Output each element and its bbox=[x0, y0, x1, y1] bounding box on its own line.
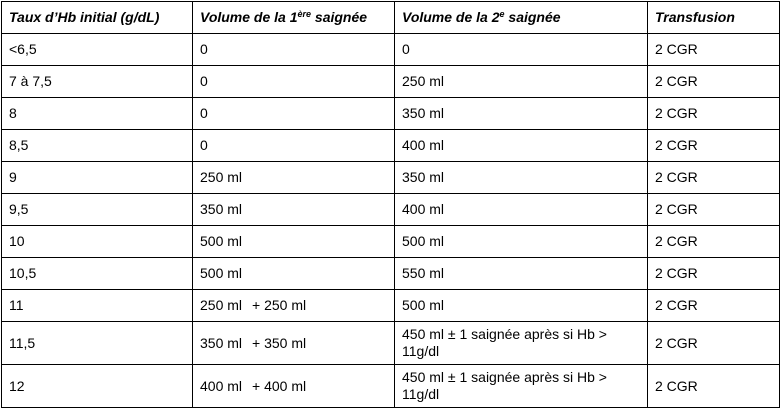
cell-hb bbox=[2, 258, 193, 290]
cell-hb bbox=[2, 98, 193, 130]
cell-transfusion bbox=[648, 98, 780, 130]
hb-value: 11 bbox=[9, 297, 24, 313]
transfusion-value: 2 CGR bbox=[655, 105, 698, 121]
cell-hb bbox=[2, 34, 193, 66]
header-hb-initial: Taux d’Hb initial (g/dL) bbox=[2, 2, 193, 34]
transfusion-value: 2 CGR bbox=[655, 297, 698, 313]
header-transfusion: Transfusion bbox=[648, 2, 780, 34]
hb-value: 11,5 bbox=[9, 334, 36, 351]
header-row bbox=[2, 2, 780, 34]
header-second-bleed-suffix: saignée bbox=[504, 9, 561, 25]
header-second-bleed bbox=[395, 2, 648, 34]
transfusion-value: 2 CGR bbox=[655, 334, 698, 351]
table-row bbox=[2, 322, 780, 365]
header-first-bleed-suffix: saignée bbox=[311, 9, 368, 25]
transfusion-value: 2 CGR bbox=[655, 377, 698, 394]
cell-second-bleed bbox=[395, 162, 648, 194]
second-bleed-value: 500 ml bbox=[402, 233, 445, 249]
first-bleed-extra: + 250 ml bbox=[252, 297, 307, 313]
cell-second-bleed bbox=[395, 98, 648, 130]
cell-first-bleed bbox=[193, 365, 395, 408]
table-row bbox=[2, 130, 780, 162]
cell-hb bbox=[2, 130, 193, 162]
hb-value: 9,5 bbox=[9, 201, 29, 217]
first-bleed-value: 250 ml bbox=[200, 297, 243, 313]
table-row bbox=[2, 194, 780, 226]
first-bleed-value: 350 ml bbox=[200, 201, 243, 217]
hb-value: 8 bbox=[9, 105, 17, 121]
first-bleed-extra: + 400 ml bbox=[252, 377, 307, 394]
hb-value: 7 à 7,5 bbox=[9, 73, 52, 89]
transfusion-value: 2 CGR bbox=[655, 137, 698, 153]
first-bleed-value: 0 bbox=[200, 41, 208, 57]
cell-transfusion bbox=[648, 34, 780, 66]
transfusion-value: 2 CGR bbox=[655, 169, 698, 185]
saignee-table bbox=[1, 1, 780, 408]
cell-second-bleed bbox=[395, 322, 648, 365]
first-bleed-value: 0 bbox=[200, 137, 208, 153]
first-bleed-value: 500 ml bbox=[200, 233, 243, 249]
table-row bbox=[2, 162, 780, 194]
second-bleed-continuation: 11g/dl bbox=[402, 386, 440, 402]
cell-transfusion bbox=[648, 365, 780, 408]
second-bleed-value: 550 ml bbox=[402, 265, 445, 281]
transfusion-value: 2 CGR bbox=[655, 73, 698, 89]
header-first-bleed bbox=[193, 2, 395, 34]
cell-first-bleed bbox=[193, 194, 395, 226]
second-bleed-value: 350 ml bbox=[402, 105, 445, 121]
cell-transfusion bbox=[648, 130, 780, 162]
cell-transfusion bbox=[648, 194, 780, 226]
cell-hb bbox=[2, 322, 193, 365]
cell-first-bleed bbox=[193, 290, 395, 322]
cell-transfusion bbox=[648, 66, 780, 98]
cell-first-bleed bbox=[193, 162, 395, 194]
hb-value: 12 bbox=[9, 377, 25, 394]
table-row bbox=[2, 290, 780, 322]
first-bleed-value: 500 ml bbox=[200, 265, 243, 281]
cell-second-bleed bbox=[395, 258, 648, 290]
table-body bbox=[2, 34, 780, 408]
cell-hb bbox=[2, 290, 193, 322]
cell-transfusion bbox=[648, 226, 780, 258]
hb-value: 9 bbox=[9, 169, 17, 185]
first-bleed-value: 350 ml bbox=[200, 334, 243, 351]
table-row bbox=[2, 66, 780, 98]
first-bleed-value: 250 ml bbox=[200, 169, 243, 185]
table-row bbox=[2, 258, 780, 290]
second-bleed-value: 450 ml ± 1 saignée après si Hb > bbox=[402, 369, 607, 385]
first-bleed-value: 400 ml bbox=[200, 377, 243, 394]
cell-first-bleed bbox=[193, 66, 395, 98]
cell-second-bleed bbox=[395, 66, 648, 98]
cell-hb bbox=[2, 162, 193, 194]
transfusion-value: 2 CGR bbox=[655, 233, 698, 249]
header-first-bleed-text: Volume de la 1 bbox=[200, 9, 298, 25]
transfusion-value: 2 CGR bbox=[655, 265, 698, 281]
second-bleed-value: 0 bbox=[402, 41, 410, 57]
cell-hb bbox=[2, 226, 193, 258]
cell-second-bleed bbox=[395, 290, 648, 322]
second-bleed-value: 500 ml bbox=[402, 297, 445, 313]
cell-transfusion bbox=[648, 322, 780, 365]
table-row bbox=[2, 365, 780, 408]
header-second-bleed-sup: e bbox=[499, 9, 505, 19]
cell-transfusion bbox=[648, 290, 780, 322]
cell-transfusion bbox=[648, 162, 780, 194]
cell-transfusion bbox=[648, 258, 780, 290]
first-bleed-value: 0 bbox=[200, 73, 208, 89]
table-row bbox=[2, 34, 780, 66]
hb-value: 8,5 bbox=[9, 137, 29, 153]
cell-first-bleed bbox=[193, 130, 395, 162]
cell-hb bbox=[2, 194, 193, 226]
hb-value: <6,5 bbox=[9, 41, 37, 57]
cell-first-bleed bbox=[193, 258, 395, 290]
transfusion-value: 2 CGR bbox=[655, 41, 698, 57]
transfusion-value: 2 CGR bbox=[655, 201, 698, 217]
header-second-bleed-text: Volume de la 2 bbox=[402, 9, 500, 25]
cell-first-bleed bbox=[193, 98, 395, 130]
cell-second-bleed bbox=[395, 194, 648, 226]
second-bleed-value: 400 ml bbox=[402, 137, 445, 153]
table-row bbox=[2, 226, 780, 258]
hb-value: 10 bbox=[9, 233, 25, 249]
second-bleed-value: 400 ml bbox=[402, 201, 445, 217]
second-bleed-value: 350 ml bbox=[402, 169, 445, 185]
cell-first-bleed bbox=[193, 226, 395, 258]
first-bleed-value: 0 bbox=[200, 105, 208, 121]
cell-hb bbox=[2, 66, 193, 98]
cell-second-bleed bbox=[395, 130, 648, 162]
second-bleed-value: 450 ml ± 1 saignée après si Hb > bbox=[402, 326, 607, 342]
cell-hb bbox=[2, 365, 193, 408]
first-bleed-extra: + 350 ml bbox=[252, 334, 307, 351]
cell-second-bleed bbox=[395, 226, 648, 258]
second-bleed-value: 250 ml bbox=[402, 73, 445, 89]
header-first-bleed-sup: ère bbox=[297, 9, 312, 19]
cell-second-bleed bbox=[395, 34, 648, 66]
cell-second-bleed bbox=[395, 365, 648, 408]
table-row bbox=[2, 98, 780, 130]
hb-value: 10,5 bbox=[9, 265, 37, 281]
cell-first-bleed bbox=[193, 34, 395, 66]
second-bleed-continuation: 11g/dl bbox=[402, 343, 440, 359]
cell-first-bleed bbox=[193, 322, 395, 365]
